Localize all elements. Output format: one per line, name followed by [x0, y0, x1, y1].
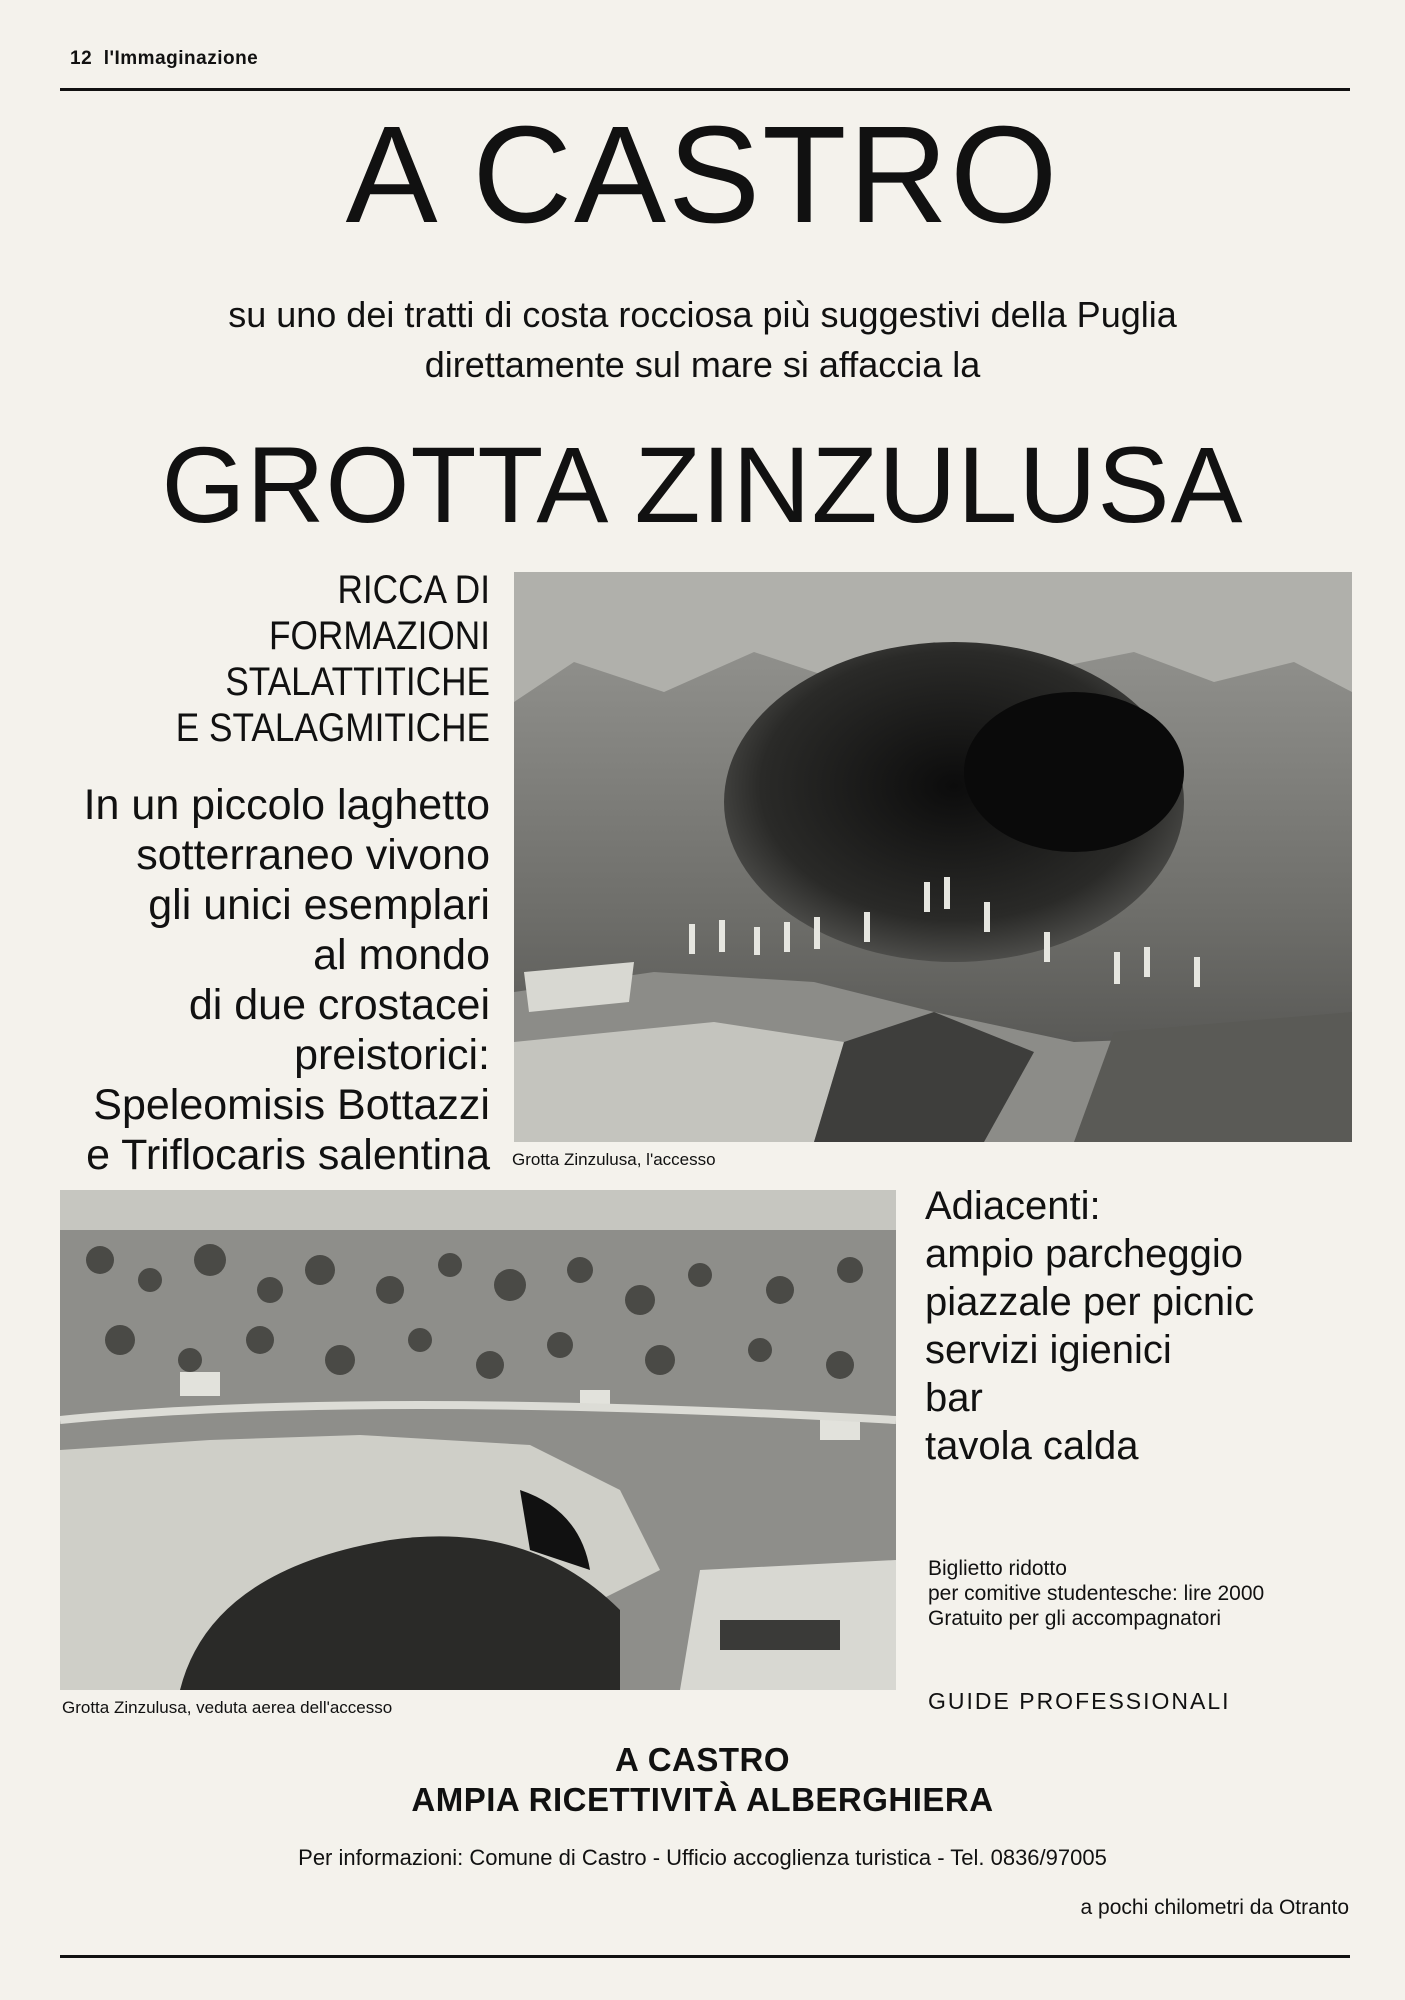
contact-info: Per informazioni: Comune di Castro - Ufficio accoglienza turistica - Tel. 0836/97005 [298, 1845, 1107, 1870]
lake-line: e Triflocaris salentina [86, 1131, 490, 1179]
amenity-item: tavola calda [925, 1424, 1139, 1468]
amenity-item: bar [925, 1376, 983, 1420]
ticket-line: Gratuito per gli accompagnatori [928, 1607, 1221, 1630]
formations-line: RICCA DI FORMAZIONI [269, 568, 490, 658]
ticket-line: Biglietto ridotto [928, 1557, 1067, 1580]
lake-line: di due crostacei [188, 981, 490, 1029]
amenity-item: servizi igienici [925, 1328, 1172, 1372]
lake-line: Speleomisis Bottazzi [93, 1081, 490, 1129]
lake-text [40, 780, 490, 1180]
ticket-info [928, 1556, 1264, 1631]
entrance-photo-caption: Grotta Zinzulusa, l'accesso [512, 1150, 716, 1169]
page-number: 12 [70, 48, 93, 69]
lake-line: gli unici esemplari [148, 881, 490, 929]
amenities-heading: Adiacenti: [925, 1184, 1101, 1228]
hotel-line-2: AMPIA RICETTIVITÀ ALBERGHIERA [411, 1781, 994, 1818]
amenity-item: piazzale per picnic [925, 1280, 1255, 1324]
formations-text [112, 567, 490, 751]
lake-line: In un piccolo laghetto [83, 781, 490, 829]
aerial-photo-caption: Grotta Zinzulusa, veduta aerea dell'accesso [62, 1698, 393, 1717]
aerial-photo [60, 1190, 896, 1690]
distance-note: a pochi chilometri da Otranto [1080, 1896, 1349, 1919]
hotel-banner [0, 1740, 1405, 1820]
bottom-rule [60, 1955, 1350, 1958]
formations-line: E STALAGMITICHE [175, 706, 490, 750]
top-rule [60, 88, 1350, 91]
lake-line: preistorici: [294, 1031, 490, 1079]
headline: GROTTA ZINZULUSA [161, 424, 1244, 545]
publication-name: l'Immaginazione [103, 48, 259, 69]
intro-line-1: su uno dei tratti di costa rocciosa più suggestivi della Puglia [228, 294, 1177, 335]
intro-text [0, 290, 1405, 390]
formations-line: STALATTITICHE [225, 660, 490, 704]
page-header [70, 48, 258, 70]
hotel-line-1: A CASTRO [614, 1741, 791, 1778]
ticket-line: per comitive studentesche: lire 2000 [928, 1582, 1265, 1605]
amenity-item: ampio parcheggio [925, 1232, 1243, 1276]
lake-line: sotterraneo vivono [136, 831, 490, 879]
guides-label: GUIDE PROFESSIONALI [928, 1688, 1231, 1714]
intro-line-2: direttamente sul mare si affaccia la [424, 344, 981, 385]
amenities-list [925, 1182, 1254, 1470]
cave-entrance-photo [514, 572, 1352, 1142]
lake-line: al mondo [313, 931, 490, 979]
page-title: A CASTRO [345, 98, 1060, 252]
